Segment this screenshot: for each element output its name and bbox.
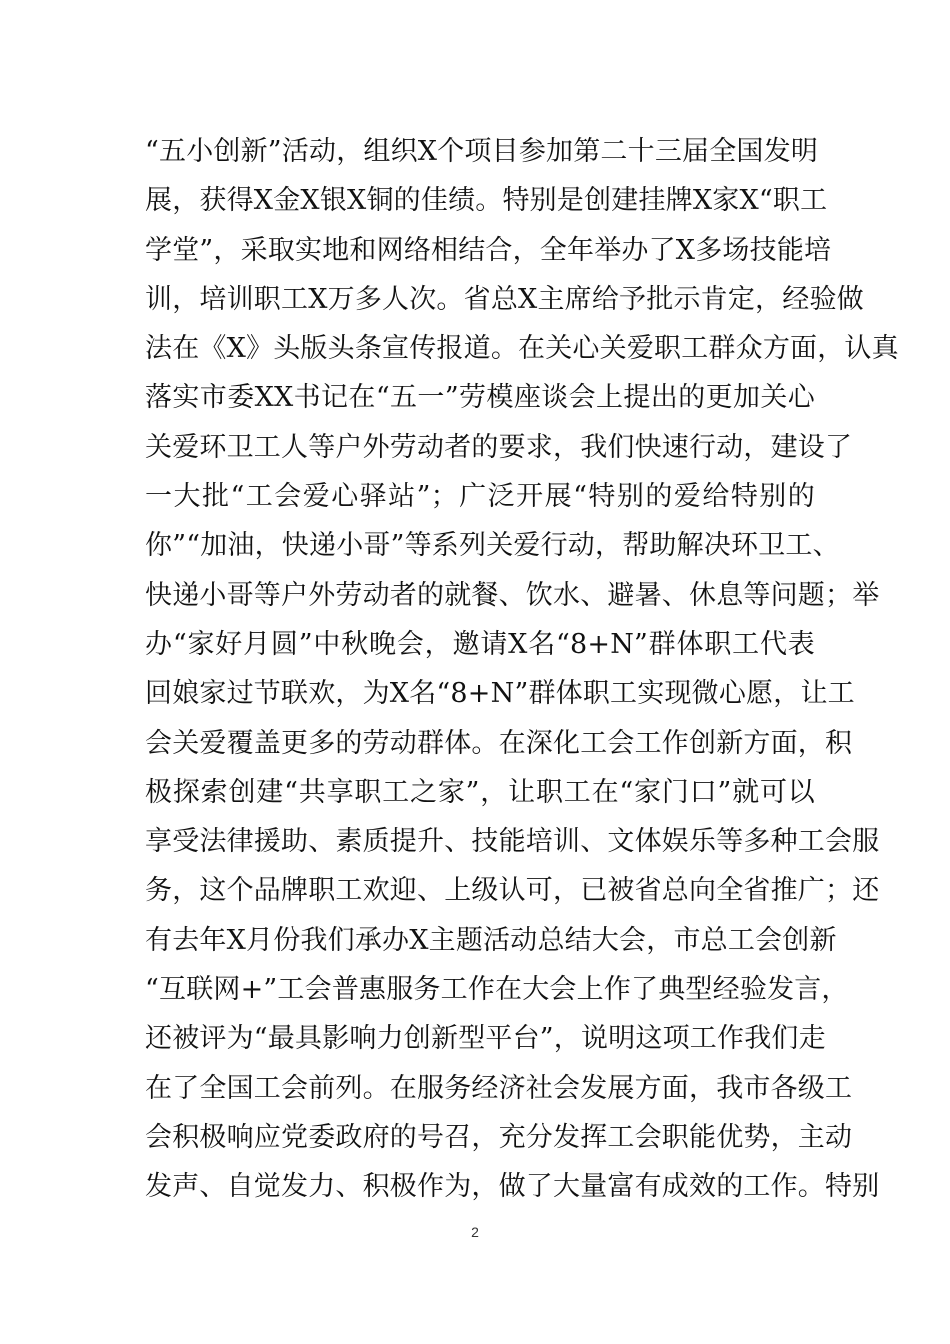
text-line-17: 有去年X月份我们承办X主题活动总结大会，市总工会创新 — [145, 924, 837, 956]
text-line-22: 发声、自觉发力、积极作为，做了大量富有成效的工作。特别 — [145, 1171, 880, 1203]
text-line-19: 还被评为“最具影响力创新型平台”，说明这项工作我们走 — [145, 1023, 826, 1055]
text-line-12: 回娘家过节联欢，为X名“8+N”群体职工实现微心愿，让工 — [145, 678, 855, 710]
text-line-6: 落实市委XX书记在“五一”劳模座谈会上提出的更加关心 — [145, 382, 815, 414]
text-line-16: 务，这个品牌职工欢迎、上级认可，已被省总向全省推广；还 — [145, 875, 880, 907]
text-line-14: 极探索创建“共享职工之家”，让职工在“家门口”就可以 — [145, 776, 815, 808]
text-line-3: 学堂”，采取实地和网络相结合，全年举办了X多场技能培 — [145, 234, 832, 266]
text-line-4: 训，培训职工X万多人次。省总X主席给予批示肯定，经验做 — [145, 283, 864, 315]
text-line-21: 会积极响应党委政府的号召，充分发挥工会职能优势，主动 — [145, 1121, 853, 1153]
text-line-7: 关爱环卫工人等户外劳动者的要求，我们快速行动，建设了 — [145, 431, 853, 463]
text-line-18: “互联网+”工会普惠服务工作在大会上作了典型经验发言， — [145, 974, 849, 1006]
body-paragraph — [145, 127, 899, 1212]
text-line-15: 享受法律援助、素质提升、技能培训、文体娱乐等多种工会服 — [145, 826, 880, 858]
text-line-9: 你”“加油，快递小哥”等系列关爱行动，帮助解决环卫工、 — [145, 530, 840, 562]
text-line-10: 快递小哥等户外劳动者的就餐、饮水、避暑、休息等问题；举 — [145, 579, 880, 611]
text-line-20: 在了全国工会前列。在服务经济社会发展方面，我市各级工 — [145, 1072, 853, 1104]
text-line-8: 一大批“工会爱心驿站”；广泛开展“特别的爱给特别的 — [145, 481, 815, 513]
page-number: 2 — [471, 1224, 479, 1240]
text-line-13: 会关爱覆盖更多的劳动群体。在深化工会工作创新方面，积 — [145, 727, 853, 759]
text-line-5: 法在《X》头版头条宣传报道。在关心关爱职工群众方面，认真 — [145, 333, 899, 365]
text-line-11: 办“家好月圆”中秋晚会，邀请X名“8+N”群体职工代表 — [145, 628, 815, 660]
text-line-2: 展，获得X金X银X铜的佳绩。特别是创建挂牌X家X“职工 — [145, 185, 828, 217]
text-line-1: “五小创新”活动，组织X个项目参加第二十三届全国发明 — [145, 136, 819, 167]
